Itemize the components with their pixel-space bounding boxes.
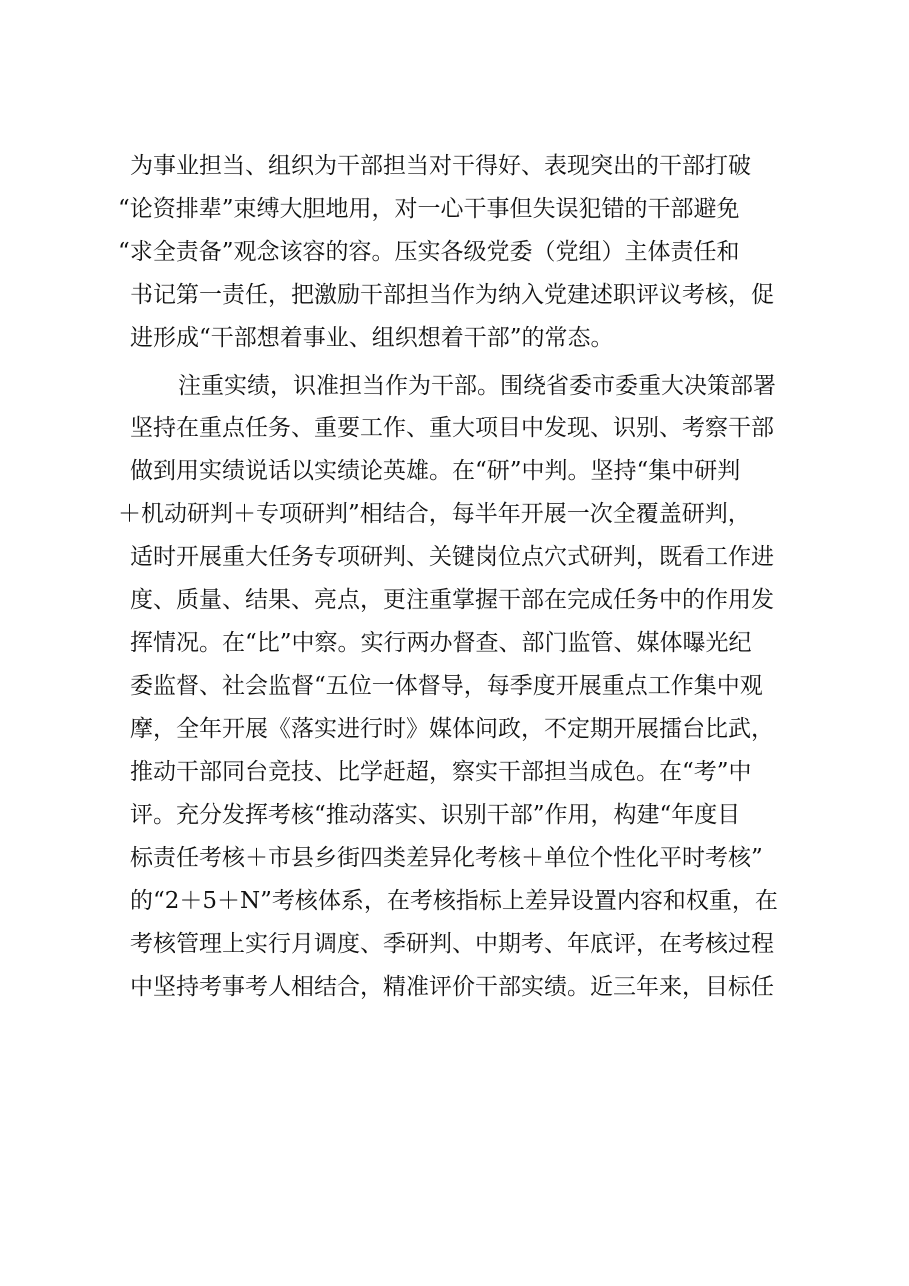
- text-line: 度、质量、结果、亮点，更注重掌握干部在完成任务中的作用发: [130, 587, 774, 613]
- text-line: 做到用实绩说话以实绩论英雄。在“研”中判。坚持“集中研判: [130, 458, 741, 484]
- text-line: 考核管理上实行月调度、季研判、中期考、年底评，在考核过程: [130, 931, 774, 957]
- text-line: “论资排辈”束缚大胆地用，对一心干事但失误犯错的干部避免: [118, 196, 740, 222]
- text-line: 评。充分发挥考核“推动落实、识别干部”作用，构建“年度目: [130, 802, 741, 828]
- text-line: 中坚持考事考人相结合，精准评价干部实绩。近三年来，目标任: [130, 974, 774, 1000]
- text-line: 挥情况。在“比”中察。实行两办督查、部门监管、媒体曝光纪: [130, 630, 752, 656]
- text-line: 摩，全年开展《落实进行时》媒体问政，不定期开展擂台比武，: [130, 716, 774, 742]
- text-line: 书记第一责任，把激励干部担当作为纳入党建述职评议考核，促: [130, 282, 774, 308]
- text-line: 坚持在重点任务、重要工作、重大项目中发现、识别、考察干部: [130, 415, 774, 441]
- text-line: “求全责备”观念该容的容。压实各级党委（党组）主体责任和: [118, 239, 740, 265]
- text-line: 为事业担当、组织为干部担当对干得好、表现突出的干部打破: [130, 153, 751, 179]
- text-line: 的“2＋5＋N”考核体系，在考核指标上差异设置内容和权重，在: [130, 888, 778, 914]
- text-line: 委监督、社会监督“五位一体督导，每季度开展重点工作集中观: [130, 673, 763, 699]
- text-line: 标责任考核＋市县乡街四类差异化考核＋单位个性化平时考核”: [130, 845, 763, 871]
- text-line: 进形成“干部想着事业、组织想着干部”的常态。: [130, 325, 614, 351]
- text-line: 推动干部同台竞技、比学赶超，察实干部担当成色。在“考”中: [130, 759, 752, 785]
- text-line: 适时开展重大任务专项研判、关键岗位点穴式研判，既看工作进: [130, 544, 774, 570]
- text-line: 注重实绩，识准担当作为干部。围绕省委市委重大决策部署: [178, 373, 776, 399]
- text-line: ＋机动研判＋专项研判”相结合，每半年开展一次全覆盖研判，: [118, 501, 751, 527]
